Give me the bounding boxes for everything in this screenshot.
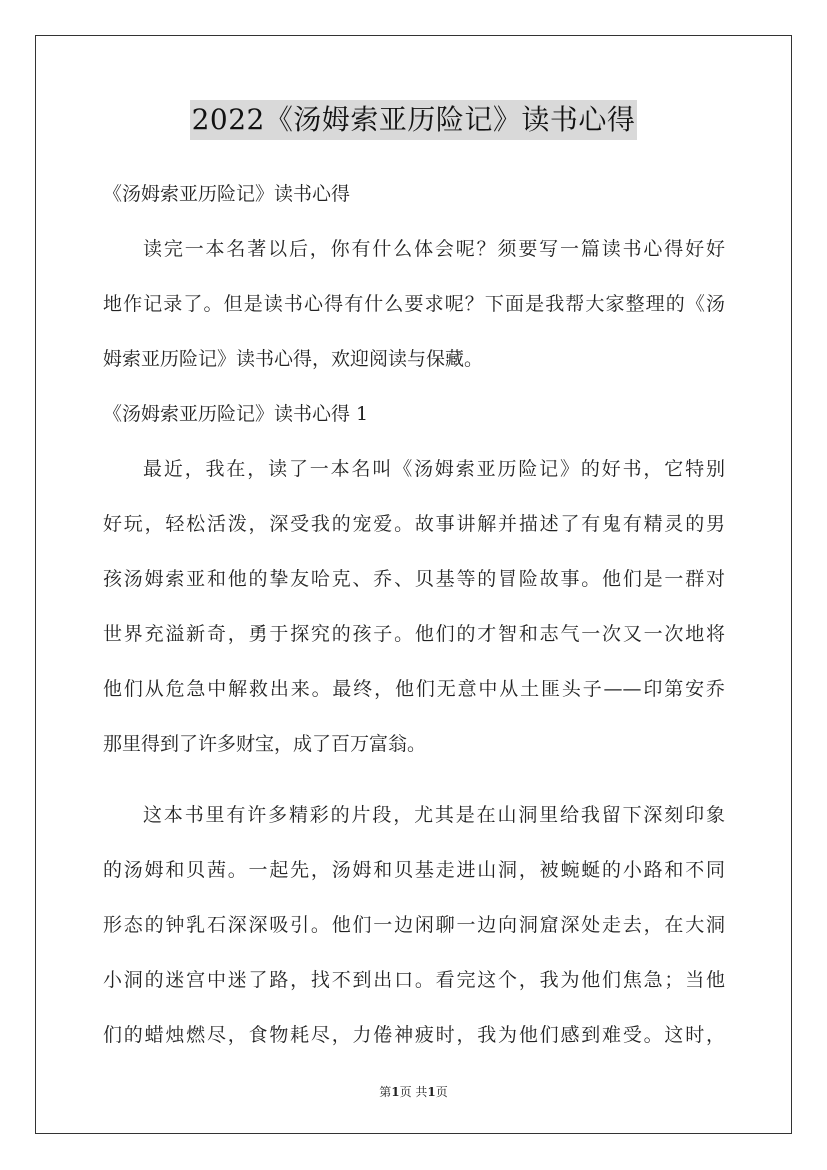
para1-line-6: 那里得到了许多财宝，成了百万富翁。 [103,733,427,755]
footer-page-mid: 页 共 [399,1085,428,1099]
footer-page-total: 1 [427,1085,436,1099]
intro-line-2: 地作记录了。但是读书心得有什么要求呢？下面是我帮大家整理的《汤 [103,293,725,315]
para2-line-2: 的汤姆和贝茜。一起先，汤姆和贝基走进山洞，被蜿蜒的小路和不同 [103,859,725,881]
document-body [103,172,725,1068]
document-title: 2022《汤姆索亚历险记》读书心得 [190,100,638,140]
footer-page-suffix: 页 [435,1085,448,1099]
para1-line-4: 世界充溢新奇，勇于探究的孩子。他们的才智和志气一次又一次地将 [103,623,725,645]
title-container [0,100,827,140]
para1-line-3: 孩汤姆索亚和他的挚友哈克、乔、贝基等的冒险故事。他们是一群对 [103,568,725,590]
paragraph-gap [103,777,725,793]
intro-line-1: 读完一本名著以后，你有什么体会呢？须要写一篇读书心得好好 [143,238,725,260]
footer-page-prefix: 第 [379,1085,392,1099]
page-footer [0,1083,827,1100]
subtitle-line: 《汤姆索亚历险记》读书心得 [103,183,351,205]
para1-line-2: 好玩，轻松活泼，深受我的宠爱。故事讲解并描述了有鬼有精灵的男 [103,513,725,535]
para2-line-1: 这本书里有许多精彩的片段，尤其是在山洞里给我留下深刻印象 [143,804,725,826]
intro-line-3: 姆索亚历险记》读书心得，欢迎阅读与保藏。 [103,348,484,370]
para2-line-4: 小洞的迷宫中迷了路，找不到出口。看完这个，我为他们焦急；当他 [103,969,725,991]
para1-line-5: 他们从危急中解救出来。最终，他们无意中从土匪头子——印第安乔 [103,678,725,700]
para2-line-5: 们的蜡烛燃尽，食物耗尽，力倦神疲时，我为他们感到难受。这时， [103,1024,725,1046]
footer-page-number: 1 [391,1085,400,1099]
para1-line-1: 最近，我在，读了一本名叫《汤姆索亚历险记》的好书，它特别 [143,458,725,480]
para2-line-3: 形态的钟乳石深深吸引。他们一边闲聊一边向洞窟深处走去，在大洞 [103,914,725,936]
section-heading-1: 《汤姆索亚历险记》读书心得 1 [103,403,369,425]
